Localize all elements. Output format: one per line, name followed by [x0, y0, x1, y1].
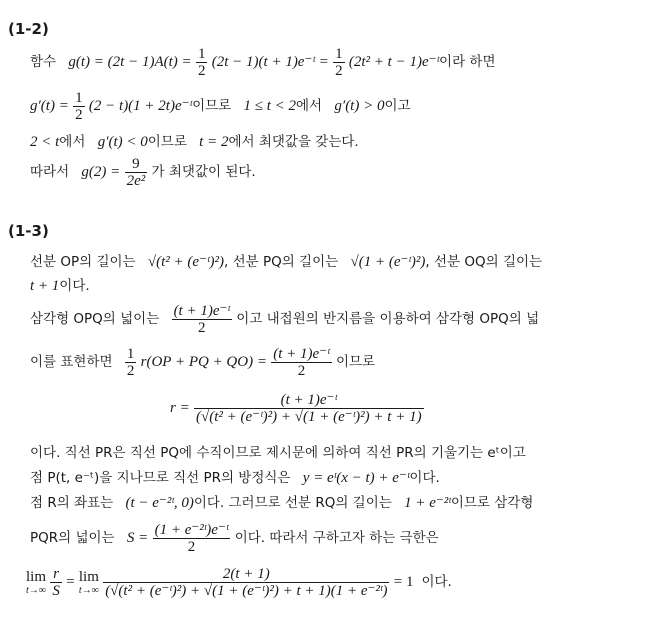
s13-line-2: [30, 274, 90, 295]
s13-line-1: [30, 250, 542, 271]
text: 이다. 직선 PR은 직선 PQ에 수직이므로 제시문에 의하여 직선 PR의 기울기는 eᵗ이고: [30, 445, 526, 461]
math-expr: t = 2: [199, 134, 229, 150]
text: 이다.: [59, 278, 90, 294]
frac-den: S: [52, 583, 60, 599]
lim-sub: t→∞: [26, 584, 46, 596]
s13-line-9: [30, 522, 439, 555]
math-expr: y = eᵗ(x − t) + e⁻ᵗ: [302, 470, 410, 486]
section-label-1-2: (1-2): [8, 20, 49, 38]
text: 이므로 삼각형: [450, 495, 534, 511]
text: 점 R의 좌표는: [30, 495, 114, 511]
math-expr: g(t) = (2t − 1)A(t) =: [68, 54, 192, 70]
frac-num: 1: [335, 46, 343, 62]
text: 가 최댓값이 된다.: [151, 164, 256, 180]
math-expr: r =: [170, 400, 190, 416]
frac-den: 2: [187, 539, 196, 555]
text: 이다. 따라서 구하고자 하는 극한은: [234, 530, 439, 546]
s13-line-5: [170, 392, 424, 425]
math-expr: = 1: [393, 574, 414, 590]
frac-num: (t + 1)e⁻ᵗ: [273, 346, 330, 362]
frac-num: 9: [125, 156, 148, 173]
frac-den: 2: [197, 63, 206, 79]
frac-num: r: [50, 566, 62, 583]
text: 이므로: [192, 98, 232, 114]
math-expr: √(t² + (e⁻ᵗ)²): [147, 254, 224, 270]
math-expr: g′(t) > 0: [334, 98, 385, 114]
limit-operator: [26, 570, 46, 596]
math-expr: S =: [126, 530, 149, 546]
fraction: [73, 90, 85, 123]
text: , 선분 PQ의 길이는: [224, 254, 339, 270]
math-expr: (2t − 1)(t + 1)e⁻ᵗ =: [211, 54, 329, 70]
frac-num: 2(t + 1): [103, 566, 389, 583]
math-expr: r(OP + PQ + QO) =: [140, 354, 267, 370]
limit-operator: [79, 570, 99, 596]
math-expr: g(2) =: [81, 164, 121, 180]
s13-line-3: [30, 303, 539, 336]
fraction: [153, 522, 231, 555]
text: 선분 OP의 길이는: [30, 254, 136, 270]
fraction: [333, 46, 345, 79]
lim-text: lim: [26, 568, 47, 585]
s13-line-4: [30, 346, 375, 379]
frac-den: 2: [198, 320, 206, 336]
math-expr: =: [66, 574, 75, 590]
frac-num: 1: [75, 90, 83, 106]
text: 점 P(t, e⁻ᵗ)을 지나므로 직선 PR의 방정식은: [30, 470, 291, 486]
fraction: [172, 303, 232, 336]
frac-num: (1 + e⁻²ᵗ)e⁻ᵗ: [154, 522, 229, 538]
math-expr: (t − e⁻²ᵗ, 0): [125, 495, 194, 511]
text: 따라서: [30, 164, 70, 180]
frac-num: 1: [197, 46, 206, 62]
s12-line-3: [30, 130, 359, 151]
s13-line-6: [30, 441, 526, 461]
fraction: [196, 46, 208, 79]
fraction: [125, 156, 148, 189]
math-expr: (2t² + t − 1)e⁻ᵗ: [348, 54, 440, 70]
math-expr: 1 ≤ t < 2: [243, 98, 297, 114]
math-expr: 2 < t: [30, 134, 60, 150]
fraction: [125, 346, 137, 379]
text: 이므로: [147, 134, 187, 150]
fraction: [194, 392, 424, 425]
lim-text: lim: [78, 568, 99, 585]
text: 이므로: [335, 354, 376, 370]
text: 삼각형 OPQ의 넓이는: [30, 311, 160, 327]
frac-den: 2: [126, 363, 135, 379]
math-expr: 1 + e⁻²ᵗ: [404, 495, 451, 511]
s13-line-8: [30, 491, 533, 512]
math-expr: g′(t) < 0: [97, 134, 148, 150]
text: 에서: [59, 134, 86, 150]
frac-den: (√(t² + (e⁻ᵗ)²) + √(1 + (e⁻ᵗ)²) + t + 1)(1 + e⁻²ᵗ): [105, 583, 388, 599]
text: 이다.: [421, 574, 452, 590]
s12-line-2: [30, 90, 411, 123]
text: 이라 하면: [439, 54, 496, 70]
fraction: [103, 566, 389, 599]
fraction: [271, 346, 331, 379]
text: 이고 내접원의 반지름을 이용하여 삼각형 OPQ의 넓: [236, 311, 540, 327]
text: 함수: [30, 54, 57, 70]
section-label-1-3: (1-3): [8, 222, 49, 240]
text: 이다. 그러므로 선분 RQ의 길이는: [193, 495, 392, 511]
frac-den: 2e²: [126, 173, 146, 189]
text: PQR의 넓이는: [30, 530, 115, 546]
math-expr: (2 − t)(1 + 2t)e⁻ᵗ: [88, 98, 193, 114]
lim-sub: t→∞: [78, 584, 99, 596]
frac-den: 2: [297, 363, 306, 379]
math-expr: g′(t) =: [30, 98, 69, 114]
frac-num: (t + 1)e⁻ᵗ: [173, 303, 230, 319]
s13-line-10: [26, 566, 452, 599]
text: 이다.: [409, 470, 440, 486]
frac-den: 2: [75, 107, 83, 123]
text: 에서 최댓값을 갖는다.: [228, 134, 359, 150]
frac-num: 1: [126, 346, 135, 362]
math-expr: √(1 + (e⁻ᵗ)²): [350, 254, 426, 270]
text: , 선분 OQ의 길이는: [425, 254, 543, 270]
text: 이를 표현하면: [30, 354, 113, 370]
s13-line-7: [30, 466, 440, 487]
math-expr: t + 1: [30, 278, 60, 294]
fraction: [50, 566, 62, 599]
text: 이고: [384, 98, 411, 114]
s12-line-4: [30, 156, 256, 189]
frac-num: (t + 1)e⁻ᵗ: [194, 392, 424, 409]
frac-den: (√(t² + (e⁻ᵗ)²) + √(1 + (e⁻ᵗ)²) + t + 1): [196, 409, 422, 425]
s12-line-1: [30, 46, 496, 79]
frac-den: 2: [335, 63, 343, 79]
text: 에서: [296, 98, 323, 114]
